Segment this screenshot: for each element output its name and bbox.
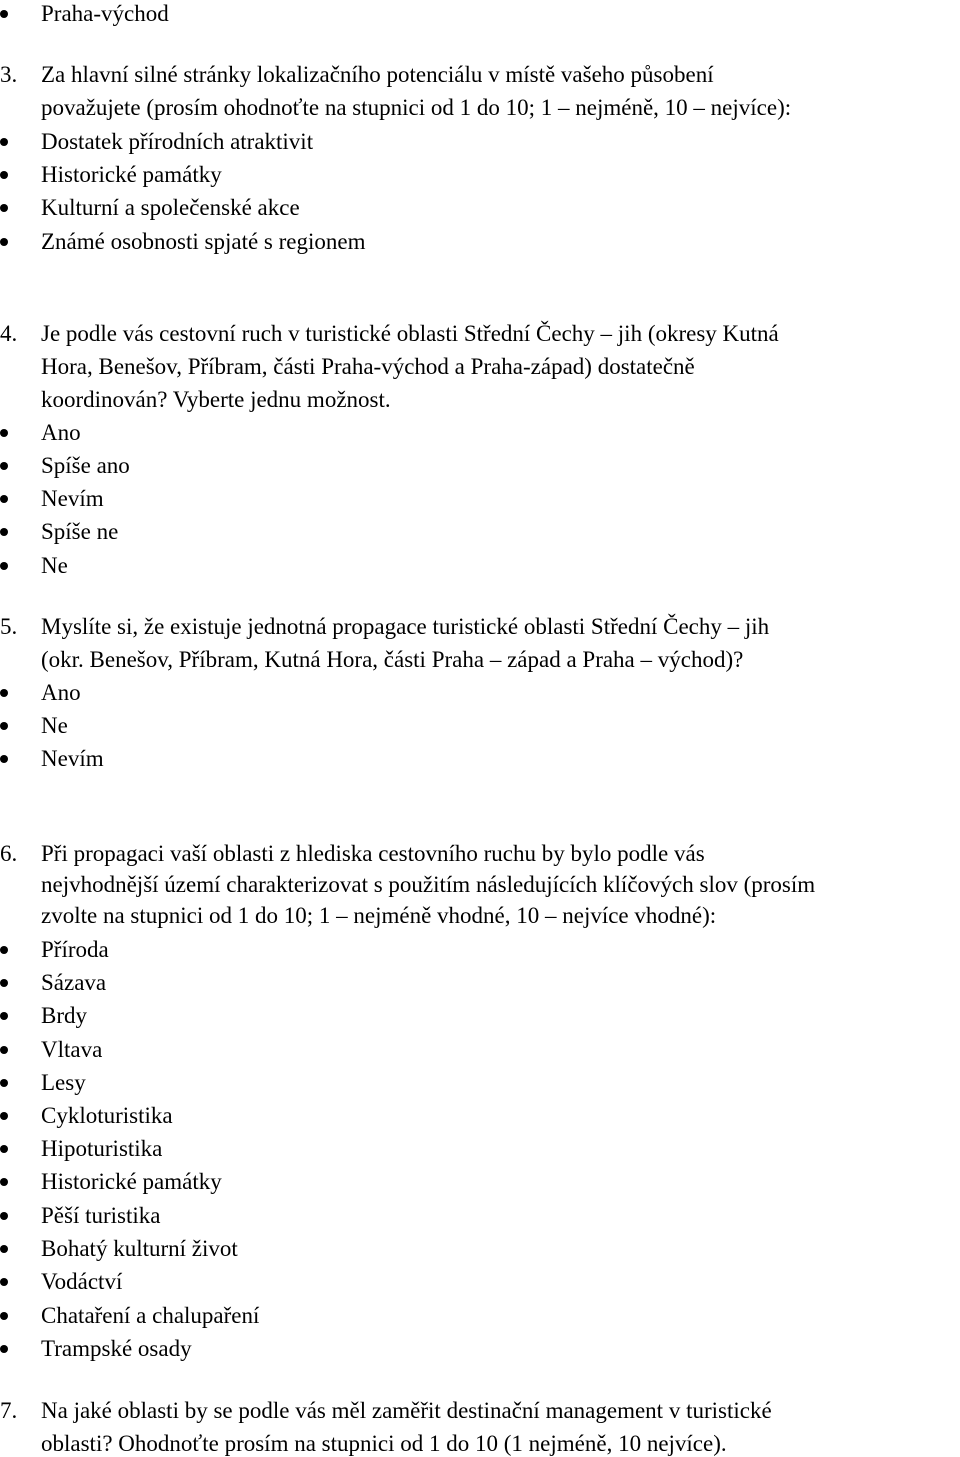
question-text-line: (okr. Benešov, Příbram, Kutná Hora, části Praha – západ a Praha – východ)? — [41, 647, 744, 672]
option-label: Nevím — [41, 746, 104, 771]
question-text-line: zvolte na stupnici od 1 do 10; 1 – nejméně vhodné, 10 – nejvíce vhodné): — [41, 903, 717, 928]
bullet-icon — [0, 429, 8, 437]
option-label: Nevím — [41, 486, 104, 511]
question-text-line: Hora, Benešov, Příbram, části Praha-východ a Praha-západ) dostatečně — [41, 354, 695, 379]
bullet-icon — [0, 1178, 8, 1186]
option-label: Praha-východ — [41, 1, 169, 26]
bullet-icon — [0, 495, 8, 503]
bullet-icon — [0, 1112, 8, 1120]
option-label: Dostatek přírodních atraktivit — [41, 129, 314, 154]
bullet-icon — [0, 562, 8, 570]
option-label: Trampské osady — [41, 1336, 192, 1361]
option-label: Vltava — [41, 1037, 103, 1062]
option-label: Ano — [41, 680, 81, 705]
option-label: Lesy — [41, 1070, 86, 1095]
option-label: Pěší turistika — [41, 1203, 161, 1228]
question-text-line: Je podle vás cestovní ruch v turistické oblasti Střední Čechy – jih (okresy Kutná — [41, 321, 779, 346]
bullet-icon — [0, 238, 8, 246]
bullet-icon — [0, 1046, 8, 1054]
option-label: Kulturní a společenské akce — [41, 195, 300, 220]
bullet-icon — [0, 1079, 8, 1087]
option-label: Ne — [41, 553, 68, 578]
question-number: 3. — [0, 62, 18, 87]
option-label: Známé osobnosti spjaté s regionem — [41, 229, 366, 254]
bullet-icon — [0, 1012, 8, 1020]
question-text-line: Za hlavní silné stránky lokalizačního potenciálu v místě vašeho působení — [41, 62, 714, 87]
option-label: Historické památky — [41, 162, 222, 187]
question-text-line: Při propagaci vaší oblasti z hlediska cestovního ruchu by bylo podle vás — [41, 841, 705, 866]
option-label: Brdy — [41, 1003, 87, 1028]
bullet-icon — [0, 755, 8, 763]
question-text-line: považujete (prosím ohodnoťte na stupnici od 1 do 10; 1 – nejméně, 10 – nejvíce): — [41, 95, 792, 120]
bullet-icon — [0, 528, 8, 536]
bullet-icon — [0, 946, 8, 954]
bullet-icon — [0, 204, 8, 212]
bullet-icon — [0, 1278, 8, 1286]
question-text-line: nejvhodnější území charakterizovat s použitím následujících klíčových slov (prosím — [41, 872, 816, 897]
bullet-icon — [0, 1312, 8, 1320]
option-label: Hipoturistika — [41, 1136, 163, 1161]
bullet-icon — [0, 689, 8, 697]
option-label: Historické památky — [41, 1169, 222, 1194]
question-text-line: Myslíte si, že existuje jednotná propagace turistické oblasti Střední Čechy – jih — [41, 614, 770, 639]
bullet-icon — [0, 979, 8, 987]
bullet-icon — [0, 1145, 8, 1153]
option-label: Cykloturistika — [41, 1103, 173, 1128]
option-label: Příroda — [41, 937, 109, 962]
bullet-icon — [0, 10, 8, 18]
option-label: Spíše ano — [41, 453, 130, 478]
option-label: Ne — [41, 713, 68, 738]
option-label: Spíše ne — [41, 519, 119, 544]
question-number: 7. — [0, 1398, 18, 1423]
option-label: Ano — [41, 420, 81, 445]
question-number: 6. — [0, 841, 18, 866]
option-label: Bohatý kulturní život — [41, 1236, 238, 1261]
bullet-icon — [0, 722, 8, 730]
option-label: Chataření a chalupaření — [41, 1303, 260, 1328]
bullet-icon — [0, 462, 8, 470]
option-label: Vodáctví — [41, 1269, 123, 1294]
option-label: Sázava — [41, 970, 107, 995]
question-number: 5. — [0, 614, 18, 639]
question-number: 4. — [0, 321, 18, 346]
bullet-icon — [0, 138, 8, 146]
bullet-icon — [0, 1212, 8, 1220]
bullet-icon — [0, 171, 8, 179]
question-text-line: oblasti? Ohodnoťte prosím na stupnici od 1 do 10 (1 nejméně, 10 nejvíce). — [41, 1431, 727, 1456]
bullet-icon — [0, 1245, 8, 1253]
question-text-line: Na jaké oblasti by se podle vás měl zaměřit destinační management v turistické — [41, 1398, 772, 1423]
bullet-icon — [0, 1345, 8, 1353]
question-text-line: koordinován? Vyberte jednu možnost. — [41, 387, 391, 412]
